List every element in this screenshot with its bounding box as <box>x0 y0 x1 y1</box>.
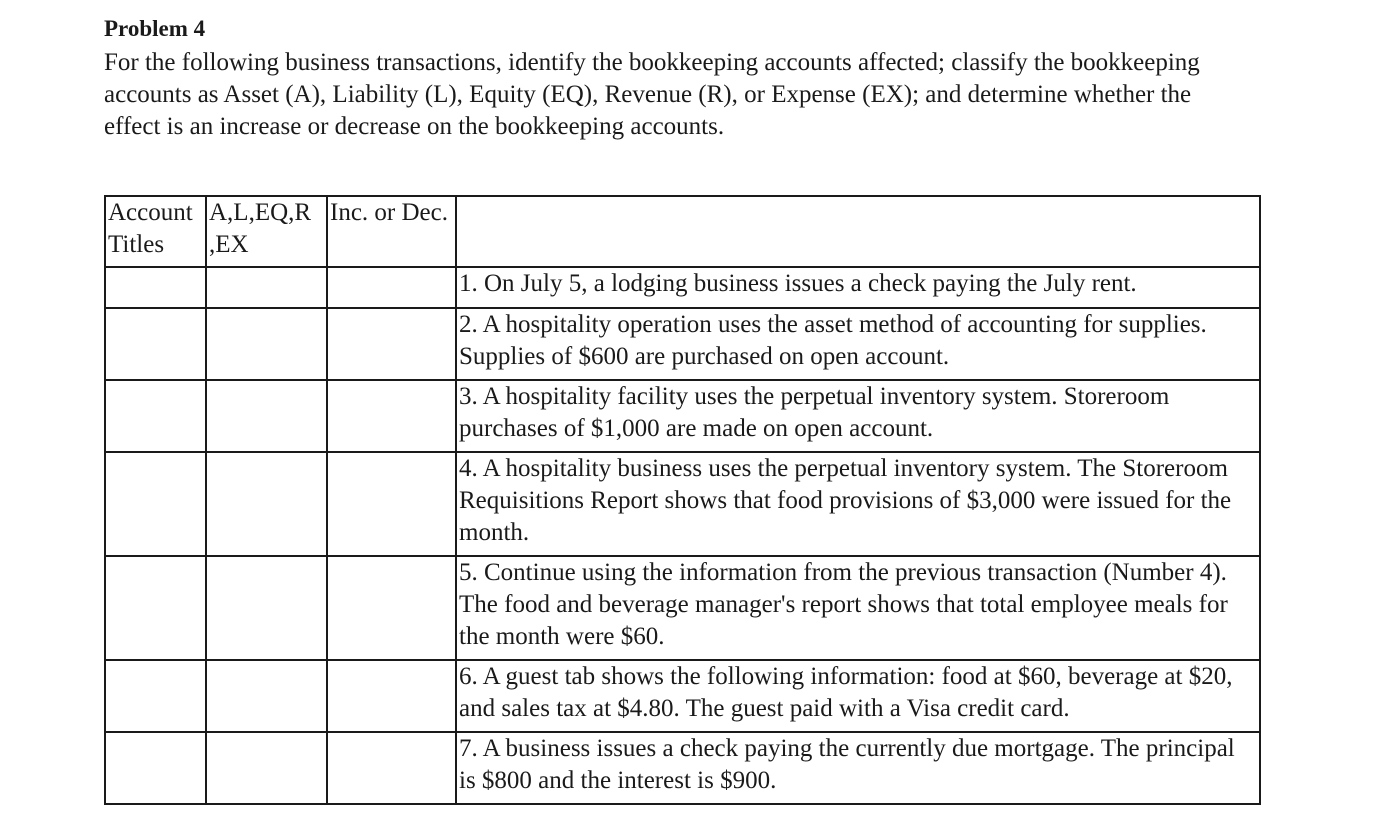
inc-dec-cell[interactable] <box>327 660 456 732</box>
transactions-table <box>104 195 1261 805</box>
table-row <box>105 267 1260 308</box>
table-row <box>105 660 1260 732</box>
inc-dec-cell[interactable] <box>327 732 456 804</box>
inc-dec-cell[interactable] <box>327 308 456 380</box>
classification-cell[interactable] <box>206 267 327 308</box>
account-titles-cell[interactable] <box>105 452 206 556</box>
account-titles-cell[interactable] <box>105 732 206 804</box>
classification-cell[interactable] <box>206 380 327 452</box>
classification-cell[interactable] <box>206 660 327 732</box>
account-titles-cell[interactable] <box>105 267 206 308</box>
table-header-row <box>105 196 1260 267</box>
table-row <box>105 732 1260 804</box>
header-classification: A,L,EQ,R ,EX <box>206 196 327 267</box>
transaction-cell: 7. A business issues a check paying the currently due mortgage. The principal is $800 and the interest is $900. <box>456 732 1260 804</box>
problem-instructions: For the following business transactions, identify the bookkeeping accounts affected; classify the bookkeeping accounts as Asset (A), Liability (L), Equity (EQ), Revenue (R), or Expense (EX); and determine whether the effect is an increase or decrease on the bookkeeping accounts. <box>104 49 1200 140</box>
transaction-cell: 2. A hospitality operation uses the asset method of accounting for supplies. Supplies of $600 are purchased on open account. <box>456 308 1260 380</box>
header-transaction <box>456 196 1260 267</box>
table-row <box>105 556 1260 660</box>
classification-cell[interactable] <box>206 308 327 380</box>
transaction-cell: 1. On July 5, a lodging business issues a check paying the July rent. <box>456 267 1260 308</box>
transaction-cell: 4. A hospitality business uses the perpetual inventory system. The Storeroom Requisitions Report shows that food provisions of $3,000 were issued for the month. <box>456 452 1260 556</box>
classification-cell[interactable] <box>206 452 327 556</box>
table-row <box>105 308 1260 380</box>
transaction-cell: 6. A guest tab shows the following information: food at $60, beverage at $20, and sales tax at $4.80. The guest paid with a Visa credit card. <box>456 660 1260 732</box>
transaction-cell: 5. Continue using the information from the previous transaction (Number 4). The food and beverage manager's report shows that total employee meals for the month were $60. <box>456 556 1260 660</box>
account-titles-cell[interactable] <box>105 308 206 380</box>
inc-dec-cell[interactable] <box>327 380 456 452</box>
inc-dec-cell[interactable] <box>327 556 456 660</box>
account-titles-cell[interactable] <box>105 380 206 452</box>
transaction-cell: 3. A hospitality facility uses the perpetual inventory system. Storeroom purchases of $1,000 are made on open account. <box>456 380 1260 452</box>
account-titles-cell[interactable] <box>105 660 206 732</box>
classification-cell[interactable] <box>206 732 327 804</box>
account-titles-cell[interactable] <box>105 556 206 660</box>
inc-dec-cell[interactable] <box>327 452 456 556</box>
problem-title: Problem 4 <box>104 16 206 41</box>
inc-dec-cell[interactable] <box>327 267 456 308</box>
header-account-titles: Account Titles <box>105 196 206 267</box>
header-inc-dec: Inc. or Dec. <box>327 196 456 267</box>
classification-cell[interactable] <box>206 556 327 660</box>
table-row <box>105 380 1260 452</box>
table-row <box>105 452 1260 556</box>
